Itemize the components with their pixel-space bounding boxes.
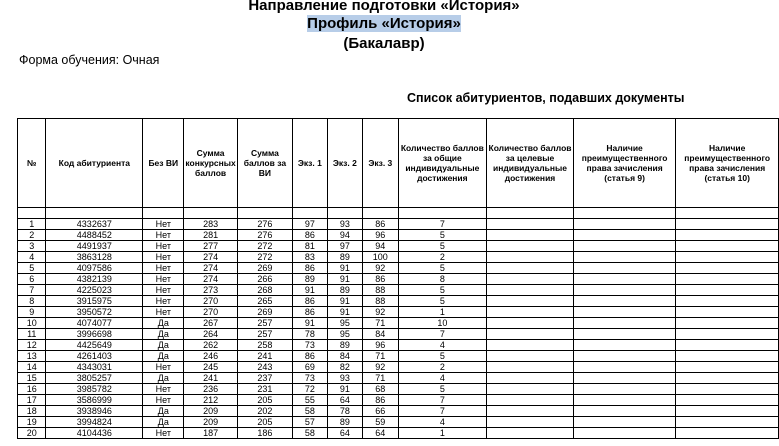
cell-exam-sum: 258: [237, 340, 292, 351]
cell-exam-3: 59: [363, 417, 398, 428]
cell-competitive-sum: 274: [184, 263, 237, 274]
cell-applicant-code: 4225023: [46, 285, 143, 296]
cell-general-achievements: 1: [398, 307, 487, 318]
cell-target-achievements: [487, 329, 574, 340]
col-header-priority-right-art10: Наличие преимущественного права зачисления (статья 10): [676, 119, 779, 208]
cell-general-achievements: 7: [398, 395, 487, 406]
cell-exam-1: 57: [293, 417, 328, 428]
cell-competitive-sum: 241: [184, 373, 237, 384]
cell-exam-1: 89: [293, 274, 328, 285]
cell-competitive-sum: 212: [184, 395, 237, 406]
cell-competitive-sum: 267: [184, 318, 237, 329]
cell-exam-1: 73: [293, 373, 328, 384]
cell-priority-art9: [573, 384, 676, 395]
col-header-exam-1: Экз. 1: [293, 119, 328, 208]
table-row: [18, 285, 779, 296]
col-header-without-exams: Без ВИ: [143, 119, 184, 208]
cell-number: 4: [18, 252, 46, 263]
cell-priority-art10: [676, 296, 779, 307]
cell-exam-sum: 257: [237, 329, 292, 340]
cell-priority-art9: [573, 406, 676, 417]
cell-without-exams: Нет: [143, 274, 184, 285]
cell-priority-art10: [676, 373, 779, 384]
cell-applicant-code: 3586999: [46, 395, 143, 406]
cell-target-achievements: [487, 230, 574, 241]
table-row: [18, 373, 779, 384]
cell-competitive-sum: 274: [184, 274, 237, 285]
cell-applicant-code: 4097586: [46, 263, 143, 274]
cell-exam-3: 96: [363, 230, 398, 241]
cell-exam-sum: 269: [237, 307, 292, 318]
cell-exam-sum: 265: [237, 296, 292, 307]
table-header-row: [18, 119, 779, 208]
cell-exam-2: 95: [327, 318, 362, 329]
cell-target-achievements: [487, 307, 574, 318]
table-spacer-row: [18, 208, 779, 219]
cell-number: 9: [18, 307, 46, 318]
cell-priority-art10: [676, 230, 779, 241]
cell-number: 10: [18, 318, 46, 329]
cell-exam-sum: 186: [237, 428, 292, 439]
cell-priority-art10: [676, 307, 779, 318]
cell-number: 2: [18, 230, 46, 241]
cell-exam-sum: 272: [237, 252, 292, 263]
cell-priority-art10: [676, 351, 779, 362]
cell-without-exams: Нет: [143, 395, 184, 406]
cell-applicant-code: 4425649: [46, 340, 143, 351]
cell-without-exams: Нет: [143, 219, 184, 230]
cell-without-exams: Да: [143, 351, 184, 362]
degree-title: (Бакалавр): [343, 35, 425, 52]
cell-competitive-sum: 262: [184, 340, 237, 351]
cell-competitive-sum: 245: [184, 362, 237, 373]
cell-number: 7: [18, 285, 46, 296]
cell-without-exams: Нет: [143, 263, 184, 274]
cell-exam-sum: 202: [237, 406, 292, 417]
table-row: [18, 395, 779, 406]
cell-applicant-code: 4074077: [46, 318, 143, 329]
cell-priority-art10: [676, 395, 779, 406]
col-header-exam-2: Экз. 2: [327, 119, 362, 208]
cell-general-achievements: 2: [398, 362, 487, 373]
list-title: Список абитуриентов, подавших документы: [407, 91, 685, 105]
cell-exam-3: 71: [363, 318, 398, 329]
cell-without-exams: Нет: [143, 362, 184, 373]
cell-target-achievements: [487, 351, 574, 362]
cell-exam-2: 91: [327, 384, 362, 395]
cell-exam-sum: 272: [237, 241, 292, 252]
cell-priority-art9: [573, 285, 676, 296]
cell-priority-art9: [573, 373, 676, 384]
cell-applicant-code: 4491937: [46, 241, 143, 252]
cell-target-achievements: [487, 263, 574, 274]
cell-applicant-code: 4343031: [46, 362, 143, 373]
cell-without-exams: Нет: [143, 230, 184, 241]
cell-number: 16: [18, 384, 46, 395]
table-row: [18, 340, 779, 351]
cell-general-achievements: 10: [398, 318, 487, 329]
col-header-target-achievements: Количество баллов за целевые индивидуальные достижения: [487, 119, 574, 208]
cell-competitive-sum: 187: [184, 428, 237, 439]
cell-exam-2: 95: [327, 329, 362, 340]
cell-priority-art10: [676, 362, 779, 373]
col-header-applicant-code: Код абитуриента: [46, 119, 143, 208]
cell-priority-art10: [676, 329, 779, 340]
cell-exam-1: 78: [293, 329, 328, 340]
cell-target-achievements: [487, 362, 574, 373]
cell-exam-3: 94: [363, 241, 398, 252]
cell-general-achievements: 4: [398, 373, 487, 384]
cell-priority-art10: [676, 219, 779, 230]
cell-applicant-code: 3950572: [46, 307, 143, 318]
cell-number: 17: [18, 395, 46, 406]
cell-exam-2: 64: [327, 428, 362, 439]
cell-number: 20: [18, 428, 46, 439]
cell-priority-art10: [676, 252, 779, 263]
cell-exam-2: 97: [327, 241, 362, 252]
study-form-label: Форма обучения: Очная: [19, 53, 160, 67]
cell-exam-1: 55: [293, 395, 328, 406]
cell-exam-sum: 241: [237, 351, 292, 362]
cell-exam-3: 92: [363, 263, 398, 274]
cell-exam-3: 84: [363, 329, 398, 340]
cell-applicant-code: 3915975: [46, 296, 143, 307]
cell-general-achievements: 5: [398, 285, 487, 296]
cell-exam-sum: 269: [237, 263, 292, 274]
cell-exam-2: 82: [327, 362, 362, 373]
cell-exam-1: 86: [293, 263, 328, 274]
cell-priority-art10: [676, 274, 779, 285]
cell-priority-art10: [676, 263, 779, 274]
cell-target-achievements: [487, 340, 574, 351]
cell-general-achievements: 7: [398, 219, 487, 230]
cell-exam-3: 86: [363, 219, 398, 230]
cell-priority-art9: [573, 263, 676, 274]
cell-competitive-sum: 274: [184, 252, 237, 263]
cell-exam-1: 97: [293, 219, 328, 230]
cell-exam-1: 91: [293, 285, 328, 296]
col-header-competitive-sum: Сумма конкурсных баллов: [184, 119, 237, 208]
cell-without-exams: Да: [143, 340, 184, 351]
cell-exam-1: 58: [293, 406, 328, 417]
cell-general-achievements: 5: [398, 351, 487, 362]
cell-exam-sum: 276: [237, 219, 292, 230]
cell-applicant-code: 3994824: [46, 417, 143, 428]
table-row: [18, 241, 779, 252]
cell-exam-2: 91: [327, 296, 362, 307]
cell-target-achievements: [487, 252, 574, 263]
cell-exam-2: 89: [327, 252, 362, 263]
cell-priority-art9: [573, 428, 676, 439]
col-header-exam-3: Экз. 3: [363, 119, 398, 208]
cell-exam-sum: 243: [237, 362, 292, 373]
cell-exam-1: 86: [293, 307, 328, 318]
table-row: [18, 428, 779, 439]
cell-priority-art9: [573, 362, 676, 373]
cell-competitive-sum: 281: [184, 230, 237, 241]
cell-priority-art9: [573, 274, 676, 285]
cell-applicant-code: 4332637: [46, 219, 143, 230]
cell-priority-art10: [676, 406, 779, 417]
cell-exam-3: 71: [363, 351, 398, 362]
col-header-general-achievements: Количество баллов за общие индивидуальные достижения: [398, 119, 487, 208]
cell-number: 14: [18, 362, 46, 373]
cell-priority-art9: [573, 318, 676, 329]
cell-target-achievements: [487, 285, 574, 296]
cell-priority-art9: [573, 417, 676, 428]
cell-priority-art9: [573, 252, 676, 263]
cell-without-exams: Да: [143, 373, 184, 384]
cell-without-exams: Нет: [143, 307, 184, 318]
cell-number: 1: [18, 219, 46, 230]
table-row: [18, 406, 779, 417]
cell-general-achievements: 5: [398, 296, 487, 307]
cell-target-achievements: [487, 373, 574, 384]
cell-exam-3: 68: [363, 384, 398, 395]
cell-number: 19: [18, 417, 46, 428]
cell-exam-3: 100: [363, 252, 398, 263]
cell-exam-2: 84: [327, 351, 362, 362]
cell-competitive-sum: 264: [184, 329, 237, 340]
cell-exam-1: 91: [293, 318, 328, 329]
cell-general-achievements: 5: [398, 230, 487, 241]
cell-target-achievements: [487, 406, 574, 417]
cell-priority-art9: [573, 241, 676, 252]
cell-exam-sum: 237: [237, 373, 292, 384]
col-header-priority-right-art9: Наличие преимущественного права зачисления (статья 9): [573, 119, 676, 208]
cell-exam-2: 93: [327, 373, 362, 384]
cell-competitive-sum: 209: [184, 417, 237, 428]
table-row: [18, 274, 779, 285]
cell-number: 12: [18, 340, 46, 351]
cell-general-achievements: 8: [398, 274, 487, 285]
cell-without-exams: Нет: [143, 285, 184, 296]
cell-exam-sum: 268: [237, 285, 292, 296]
cell-exam-sum: 205: [237, 395, 292, 406]
cell-applicant-code: 3805257: [46, 373, 143, 384]
cell-target-achievements: [487, 417, 574, 428]
table-row: [18, 351, 779, 362]
cell-target-achievements: [487, 241, 574, 252]
cell-number: 15: [18, 373, 46, 384]
cell-general-achievements: 5: [398, 241, 487, 252]
cell-exam-2: 91: [327, 274, 362, 285]
cell-number: 5: [18, 263, 46, 274]
cell-number: 8: [18, 296, 46, 307]
cell-exam-2: 89: [327, 285, 362, 296]
cell-general-achievements: 4: [398, 340, 487, 351]
cell-target-achievements: [487, 384, 574, 395]
cell-exam-1: 72: [293, 384, 328, 395]
cell-exam-3: 66: [363, 406, 398, 417]
cell-applicant-code: 4382139: [46, 274, 143, 285]
table-body: [18, 208, 779, 439]
table-row: [18, 318, 779, 329]
cell-priority-art9: [573, 307, 676, 318]
cell-exam-3: 92: [363, 362, 398, 373]
cell-exam-2: 78: [327, 406, 362, 417]
cell-competitive-sum: 270: [184, 307, 237, 318]
col-header-exam-sum: Сумма баллов за ВИ: [237, 119, 292, 208]
cell-without-exams: Нет: [143, 428, 184, 439]
cell-competitive-sum: 209: [184, 406, 237, 417]
cell-priority-art9: [573, 395, 676, 406]
profile-title-text: Профиль «История»: [307, 15, 461, 32]
cell-applicant-code: 4488452: [46, 230, 143, 241]
cell-exam-sum: 205: [237, 417, 292, 428]
cell-applicant-code: 3985782: [46, 384, 143, 395]
table-row: [18, 252, 779, 263]
cell-exam-3: 86: [363, 274, 398, 285]
cell-without-exams: Нет: [143, 296, 184, 307]
cell-exam-1: 73: [293, 340, 328, 351]
cell-general-achievements: 7: [398, 329, 487, 340]
cell-target-achievements: [487, 395, 574, 406]
cell-priority-art10: [676, 285, 779, 296]
cell-without-exams: Нет: [143, 384, 184, 395]
cell-general-achievements: 7: [398, 406, 487, 417]
cell-exam-2: 91: [327, 263, 362, 274]
cell-priority-art9: [573, 351, 676, 362]
table-row: [18, 417, 779, 428]
cell-without-exams: Да: [143, 318, 184, 329]
cell-applicant-code: 3863128: [46, 252, 143, 263]
cell-priority-art9: [573, 296, 676, 307]
cell-number: 18: [18, 406, 46, 417]
table-row: [18, 296, 779, 307]
cell-exam-2: 64: [327, 395, 362, 406]
table-row: [18, 263, 779, 274]
cell-exam-1: 86: [293, 351, 328, 362]
cell-competitive-sum: 277: [184, 241, 237, 252]
cell-without-exams: Да: [143, 417, 184, 428]
cell-exam-3: 71: [363, 373, 398, 384]
cell-target-achievements: [487, 274, 574, 285]
cell-competitive-sum: 246: [184, 351, 237, 362]
cell-target-achievements: [487, 318, 574, 329]
applicants-table: [17, 118, 779, 439]
cell-exam-sum: 266: [237, 274, 292, 285]
col-header-number: №: [18, 119, 46, 208]
cell-exam-3: 88: [363, 285, 398, 296]
cell-exam-3: 92: [363, 307, 398, 318]
cell-priority-art10: [676, 318, 779, 329]
cell-exam-sum: 276: [237, 230, 292, 241]
cell-exam-3: 96: [363, 340, 398, 351]
cell-exam-1: 86: [293, 296, 328, 307]
cell-without-exams: Да: [143, 406, 184, 417]
cell-general-achievements: 4: [398, 417, 487, 428]
cell-exam-2: 89: [327, 417, 362, 428]
cell-number: 11: [18, 329, 46, 340]
direction-title: Направление подготовки «История»: [248, 0, 520, 14]
cell-priority-art9: [573, 219, 676, 230]
cell-exam-3: 64: [363, 428, 398, 439]
cell-exam-1: 86: [293, 230, 328, 241]
cell-general-achievements: 1: [398, 428, 487, 439]
cell-without-exams: Нет: [143, 241, 184, 252]
table-row: [18, 230, 779, 241]
profile-title: [164, 15, 604, 32]
cell-priority-art10: [676, 417, 779, 428]
table-row: [18, 329, 779, 340]
cell-target-achievements: [487, 219, 574, 230]
table-row: [18, 384, 779, 395]
cell-target-achievements: [487, 428, 574, 439]
cell-priority-art9: [573, 230, 676, 241]
cell-exam-2: 91: [327, 307, 362, 318]
cell-without-exams: Да: [143, 329, 184, 340]
cell-competitive-sum: 273: [184, 285, 237, 296]
cell-general-achievements: 5: [398, 384, 487, 395]
cell-exam-2: 93: [327, 219, 362, 230]
cell-priority-art10: [676, 384, 779, 395]
cell-target-achievements: [487, 296, 574, 307]
cell-exam-sum: 257: [237, 318, 292, 329]
cell-exam-1: 83: [293, 252, 328, 263]
cell-applicant-code: 4104436: [46, 428, 143, 439]
cell-exam-2: 94: [327, 230, 362, 241]
cell-priority-art9: [573, 329, 676, 340]
cell-general-achievements: 5: [398, 263, 487, 274]
cell-competitive-sum: 283: [184, 219, 237, 230]
cell-competitive-sum: 270: [184, 296, 237, 307]
table-row: [18, 219, 779, 230]
cell-exam-sum: 231: [237, 384, 292, 395]
cell-exam-3: 88: [363, 296, 398, 307]
cell-priority-art10: [676, 340, 779, 351]
cell-priority-art9: [573, 340, 676, 351]
cell-priority-art10: [676, 241, 779, 252]
cell-exam-3: 86: [363, 395, 398, 406]
cell-exam-2: 89: [327, 340, 362, 351]
cell-number: 6: [18, 274, 46, 285]
cell-competitive-sum: 236: [184, 384, 237, 395]
cell-exam-1: 81: [293, 241, 328, 252]
table-row: [18, 362, 779, 373]
cell-applicant-code: 3996698: [46, 329, 143, 340]
cell-applicant-code: 4261403: [46, 351, 143, 362]
cell-without-exams: Нет: [143, 252, 184, 263]
table-row: [18, 307, 779, 318]
cell-priority-art10: [676, 428, 779, 439]
cell-applicant-code: 3938946: [46, 406, 143, 417]
cell-number: 3: [18, 241, 46, 252]
cell-general-achievements: 2: [398, 252, 487, 263]
cell-exam-1: 58: [293, 428, 328, 439]
cell-exam-1: 69: [293, 362, 328, 373]
cell-number: 13: [18, 351, 46, 362]
